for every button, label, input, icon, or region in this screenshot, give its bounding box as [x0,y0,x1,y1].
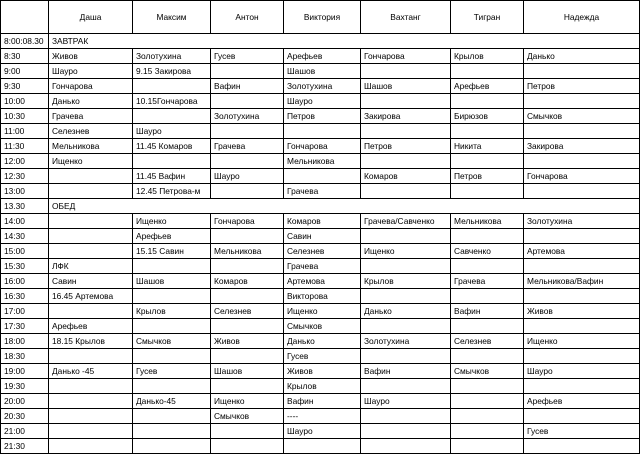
header-row [1,1,640,34]
schedule-cell[interactable] [361,94,451,109]
schedule-cell[interactable]: Шауро [133,124,211,139]
header-cell-maksim[interactable]: Максим [133,1,211,34]
schedule-cell[interactable] [211,349,284,364]
schedule-cell[interactable] [451,184,524,199]
schedule-cell[interactable] [524,154,640,169]
table-row [1,154,640,169]
schedule-cell[interactable] [361,154,451,169]
table-row [1,139,640,154]
section-label[interactable]: ЗАВТРАК [49,34,640,49]
schedule-cell[interactable] [361,259,451,274]
schedule-cell[interactable] [211,94,284,109]
schedule-cell[interactable]: Грачева [49,109,133,124]
time-cell[interactable]: 10:30 [1,109,49,124]
schedule-cell[interactable] [211,184,284,199]
schedule-cell[interactable]: Шауро [361,394,451,409]
schedule-cell[interactable]: Ищенко [133,214,211,229]
schedule-cell[interactable]: Шашов [361,79,451,94]
schedule-cell[interactable] [49,409,133,424]
schedule-cell[interactable] [49,229,133,244]
schedule-cell[interactable] [361,229,451,244]
schedule-cell[interactable] [451,259,524,274]
schedule-cell[interactable]: Шашов [211,364,284,379]
schedule-cell[interactable]: Мельникова [49,139,133,154]
schedule-cell[interactable] [524,184,640,199]
time-cell[interactable]: 9:00 [1,64,49,79]
schedule-cell[interactable]: Селезнев [49,124,133,139]
table-row [1,259,640,274]
schedule-cell[interactable]: Смычков [284,319,361,334]
table-row [1,289,640,304]
schedule-cell[interactable]: Мельникова [211,244,284,259]
schedule-cell[interactable]: Арефьев [133,229,211,244]
schedule-cell[interactable] [133,289,211,304]
schedule-cell[interactable] [451,319,524,334]
schedule-cell[interactable] [49,169,133,184]
time-cell[interactable]: 15:30 [1,259,49,274]
schedule-cell[interactable]: Живов [49,49,133,64]
schedule-cell[interactable] [211,229,284,244]
table-row [1,304,640,319]
table-row [1,214,640,229]
schedule-cell[interactable]: Комаров [211,274,284,289]
section-row [1,199,640,214]
schedule-cell[interactable]: Комаров [361,169,451,184]
schedule-cell[interactable] [451,379,524,394]
table-row [1,379,640,394]
schedule-cell[interactable] [284,169,361,184]
schedule-cell[interactable] [361,319,451,334]
table-row [1,349,640,364]
schedule-cell[interactable]: Грачева [284,184,361,199]
schedule-cell[interactable] [451,424,524,439]
schedule-cell[interactable]: ---- [284,409,361,424]
table-row [1,394,640,409]
schedule-cell[interactable]: Арефьев [524,394,640,409]
schedule-body [1,34,640,454]
schedule-cell[interactable] [524,259,640,274]
schedule-cell[interactable]: Золотухина [524,214,640,229]
table-row [1,424,640,439]
schedule-cell[interactable]: Гусев [133,364,211,379]
schedule-cell[interactable]: Данько -45 [49,364,133,379]
schedule-cell[interactable] [451,64,524,79]
header-cell-dasha[interactable]: Даша [49,1,133,34]
schedule-cell[interactable]: Крылов [451,49,524,64]
schedule-cell[interactable]: Смычков [133,334,211,349]
schedule-cell[interactable] [49,379,133,394]
section-row [1,34,640,49]
schedule-cell[interactable]: Данько-45 [133,394,211,409]
schedule-cell[interactable] [451,154,524,169]
table-row [1,124,640,139]
schedule-cell[interactable]: 11.45 Вафин [133,169,211,184]
schedule-cell[interactable] [49,244,133,259]
header-cell-anton[interactable]: Антон [211,1,284,34]
schedule-cell[interactable]: Ищенко [49,154,133,169]
schedule-cell[interactable] [133,319,211,334]
table-row [1,49,640,64]
schedule-cell[interactable]: Арефьев [451,79,524,94]
time-cell[interactable]: 12:00 [1,154,49,169]
schedule-cell[interactable]: Мельникова [451,214,524,229]
schedule-cell[interactable] [211,124,284,139]
schedule-cell[interactable]: Гусев [211,49,284,64]
schedule-cell[interactable]: Комаров [284,214,361,229]
schedule-cell[interactable] [451,229,524,244]
schedule-cell[interactable]: Ищенко [361,244,451,259]
header-cell-viktoriya[interactable]: Виктория [284,1,361,34]
schedule-cell[interactable]: Гончарова [524,169,640,184]
schedule-cell[interactable] [49,394,133,409]
schedule-cell[interactable]: Савин [284,229,361,244]
time-cell[interactable]: 15:00 [1,244,49,259]
schedule-cell[interactable]: 12.45 Петрова-м [133,184,211,199]
schedule-cell[interactable] [524,379,640,394]
schedule-cell[interactable] [284,124,361,139]
schedule-cell[interactable] [211,424,284,439]
schedule-cell[interactable]: 16.45 Артемова [49,289,133,304]
schedule-cell[interactable]: 9.15 Закирова [133,64,211,79]
table-row [1,109,640,124]
schedule-cell[interactable]: Ищенко [524,334,640,349]
schedule-cell[interactable] [211,319,284,334]
schedule-cell[interactable]: Крылов [284,379,361,394]
schedule-cell[interactable]: Петров [524,79,640,94]
time-cell[interactable]: 13.30 [1,199,49,214]
schedule-cell[interactable]: Шауро [211,169,284,184]
schedule-cell[interactable]: Гончарова [49,79,133,94]
schedule-cell[interactable] [451,94,524,109]
time-cell[interactable]: 19:30 [1,379,49,394]
schedule-cell[interactable] [133,409,211,424]
schedule-cell[interactable] [451,349,524,364]
schedule-cell[interactable]: Бирюзов [451,109,524,124]
schedule-cell[interactable]: 11.45 Комаров [133,139,211,154]
schedule-cell[interactable]: Грачева [284,259,361,274]
schedule-cell[interactable]: Шауро [284,94,361,109]
time-cell[interactable]: 14:00 [1,214,49,229]
time-cell[interactable]: 20:30 [1,409,49,424]
schedule-cell[interactable]: Савин [49,274,133,289]
schedule-cell[interactable] [133,109,211,124]
table-row [1,319,640,334]
time-cell[interactable]: 21:30 [1,439,49,454]
table-row [1,274,640,289]
time-cell[interactable]: 14:30 [1,229,49,244]
schedule-cell[interactable]: Вафин [361,364,451,379]
schedule-cell[interactable] [451,289,524,304]
schedule-cell[interactable]: Золотухина [284,79,361,94]
schedule-cell[interactable] [49,424,133,439]
schedule-cell[interactable]: ЛФК [49,259,133,274]
schedule-cell[interactable]: Петров [361,139,451,154]
schedule-cell[interactable]: Мельникова/Вафин [524,274,640,289]
time-cell[interactable]: 8:30 [1,49,49,64]
time-cell[interactable]: 12:30 [1,169,49,184]
table-row [1,409,640,424]
schedule-cell[interactable] [524,349,640,364]
schedule-cell[interactable]: Вафин [451,304,524,319]
schedule-cell[interactable]: Шауро [49,64,133,79]
schedule-cell[interactable]: Смычков [451,364,524,379]
schedule-cell[interactable]: Ищенко [211,394,284,409]
table-row [1,244,640,259]
schedule-cell[interactable]: Грачева [451,274,524,289]
schedule-cell[interactable] [49,349,133,364]
schedule-cell[interactable] [133,424,211,439]
schedule-cell[interactable]: Золотухина [211,109,284,124]
section-label[interactable]: ОБЕД [49,199,640,214]
schedule-cell[interactable]: Смычков [524,109,640,124]
schedule-cell[interactable]: Вафин [284,394,361,409]
schedule-cell[interactable]: Петров [284,109,361,124]
table-row [1,229,640,244]
schedule-cell[interactable]: 15.15 Савин [133,244,211,259]
schedule-cell[interactable] [133,379,211,394]
schedule-cell[interactable] [361,124,451,139]
time-cell[interactable]: 11:00 [1,124,49,139]
header-cell-nadezhda[interactable]: Надежда [524,1,640,34]
time-cell[interactable]: 13:00 [1,184,49,199]
schedule-cell[interactable]: Гончарова [284,139,361,154]
schedule-cell[interactable] [451,124,524,139]
schedule-cell[interactable] [451,394,524,409]
schedule-cell[interactable] [524,229,640,244]
schedule-cell[interactable] [49,184,133,199]
schedule-cell[interactable]: Данько [49,94,133,109]
schedule-cell[interactable] [133,154,211,169]
schedule-cell[interactable] [361,379,451,394]
schedule-cell[interactable]: Закирова [361,109,451,124]
time-cell[interactable]: 10:00 [1,94,49,109]
header-cell-time[interactable] [1,1,49,34]
schedule-cell[interactable] [361,424,451,439]
schedule-cell[interactable]: Грачева [211,139,284,154]
schedule-cell[interactable] [211,64,284,79]
schedule-cell[interactable] [524,64,640,79]
schedule-cell[interactable] [133,79,211,94]
schedule-cell[interactable]: Шашов [133,274,211,289]
time-cell[interactable]: 17:30 [1,319,49,334]
time-cell[interactable]: 16:00 [1,274,49,289]
schedule-cell[interactable]: Шауро [284,424,361,439]
schedule-cell[interactable] [211,259,284,274]
schedule-cell[interactable]: Никита [451,139,524,154]
schedule-cell[interactable] [524,289,640,304]
schedule-cell[interactable]: Живов [524,304,640,319]
schedule-cell[interactable] [211,154,284,169]
schedule-cell[interactable] [524,94,640,109]
schedule-cell[interactable] [361,349,451,364]
schedule-cell[interactable] [49,304,133,319]
schedule-cell[interactable]: Гусев [284,349,361,364]
schedule-cell[interactable]: Арефьев [284,49,361,64]
schedule-cell[interactable]: Селезнев [211,304,284,319]
schedule-cell[interactable]: Гусев [524,424,640,439]
header-cell-tigran[interactable]: Тигран [451,1,524,34]
schedule-cell[interactable]: Золотухина [361,334,451,349]
time-cell[interactable]: 20:00 [1,394,49,409]
schedule-cell[interactable] [211,289,284,304]
schedule-cell[interactable]: Шауро [524,364,640,379]
schedule-cell[interactable] [211,379,284,394]
time-cell[interactable]: 18:00 [1,334,49,349]
schedule-cell[interactable]: Грачева/Савченко [361,214,451,229]
schedule-cell[interactable] [361,409,451,424]
schedule-cell[interactable] [133,259,211,274]
table-row [1,364,640,379]
schedule-cell[interactable] [451,409,524,424]
schedule-cell[interactable]: Селезнев [284,244,361,259]
schedule-cell[interactable] [361,289,451,304]
schedule-cell[interactable]: Ищенко [284,304,361,319]
schedule-cell[interactable]: Гончарова [361,49,451,64]
table-row [1,169,640,184]
schedule-cell[interactable]: Крылов [133,304,211,319]
schedule-cell[interactable] [524,319,640,334]
table-row [1,94,640,109]
schedule-cell[interactable]: Крылов [361,274,451,289]
schedule-cell[interactable]: Арефьев [49,319,133,334]
table-row [1,64,640,79]
schedule-cell[interactable] [49,214,133,229]
schedule-cell[interactable]: Данько [284,334,361,349]
schedule-cell[interactable] [361,64,451,79]
schedule-cell[interactable]: Живов [211,334,284,349]
schedule-cell[interactable]: Савченко [451,244,524,259]
schedule-cell[interactable]: 10.15Гончарова [133,94,211,109]
schedule-cell[interactable]: Золотухина [133,49,211,64]
schedule-cell[interactable]: Живов [284,364,361,379]
schedule-cell[interactable]: Шашов [284,64,361,79]
schedule-cell[interactable]: Смычков [211,409,284,424]
schedule-cell[interactable]: Артемова [284,274,361,289]
table-row [1,184,640,199]
time-cell[interactable]: 17:00 [1,304,49,319]
schedule-cell[interactable]: Викторова [284,289,361,304]
schedule-cell[interactable]: Петров [451,169,524,184]
schedule-cell[interactable]: 18.15 Крылов [49,334,133,349]
time-cell[interactable]: 18:30 [1,349,49,364]
schedule-cell[interactable]: Данько [524,49,640,64]
time-cell[interactable]: 19:00 [1,364,49,379]
schedule-cell[interactable] [361,184,451,199]
schedule-cell[interactable] [133,349,211,364]
schedule-cell[interactable]: Гончарова [211,214,284,229]
schedule-cell[interactable]: Артемова [524,244,640,259]
time-cell[interactable]: 9:30 [1,79,49,94]
time-cell[interactable]: 11:30 [1,139,49,154]
time-cell[interactable]: 16:30 [1,289,49,304]
table-row [1,79,640,94]
schedule-cell[interactable] [524,124,640,139]
schedule-cell[interactable]: Мельникова [284,154,361,169]
table-row [1,334,640,349]
time-cell[interactable]: 21:00 [1,424,49,439]
schedule-cell[interactable]: Закирова [524,139,640,154]
schedule-cell[interactable] [524,409,640,424]
header-cell-vakhtang[interactable]: Вахтанг [361,1,451,34]
schedule-cell[interactable]: Вафин [211,79,284,94]
schedule-cell[interactable]: Данько [361,304,451,319]
schedule-cell[interactable]: Селезнев [451,334,524,349]
time-cell[interactable]: 8:00:08.30 [1,34,49,49]
